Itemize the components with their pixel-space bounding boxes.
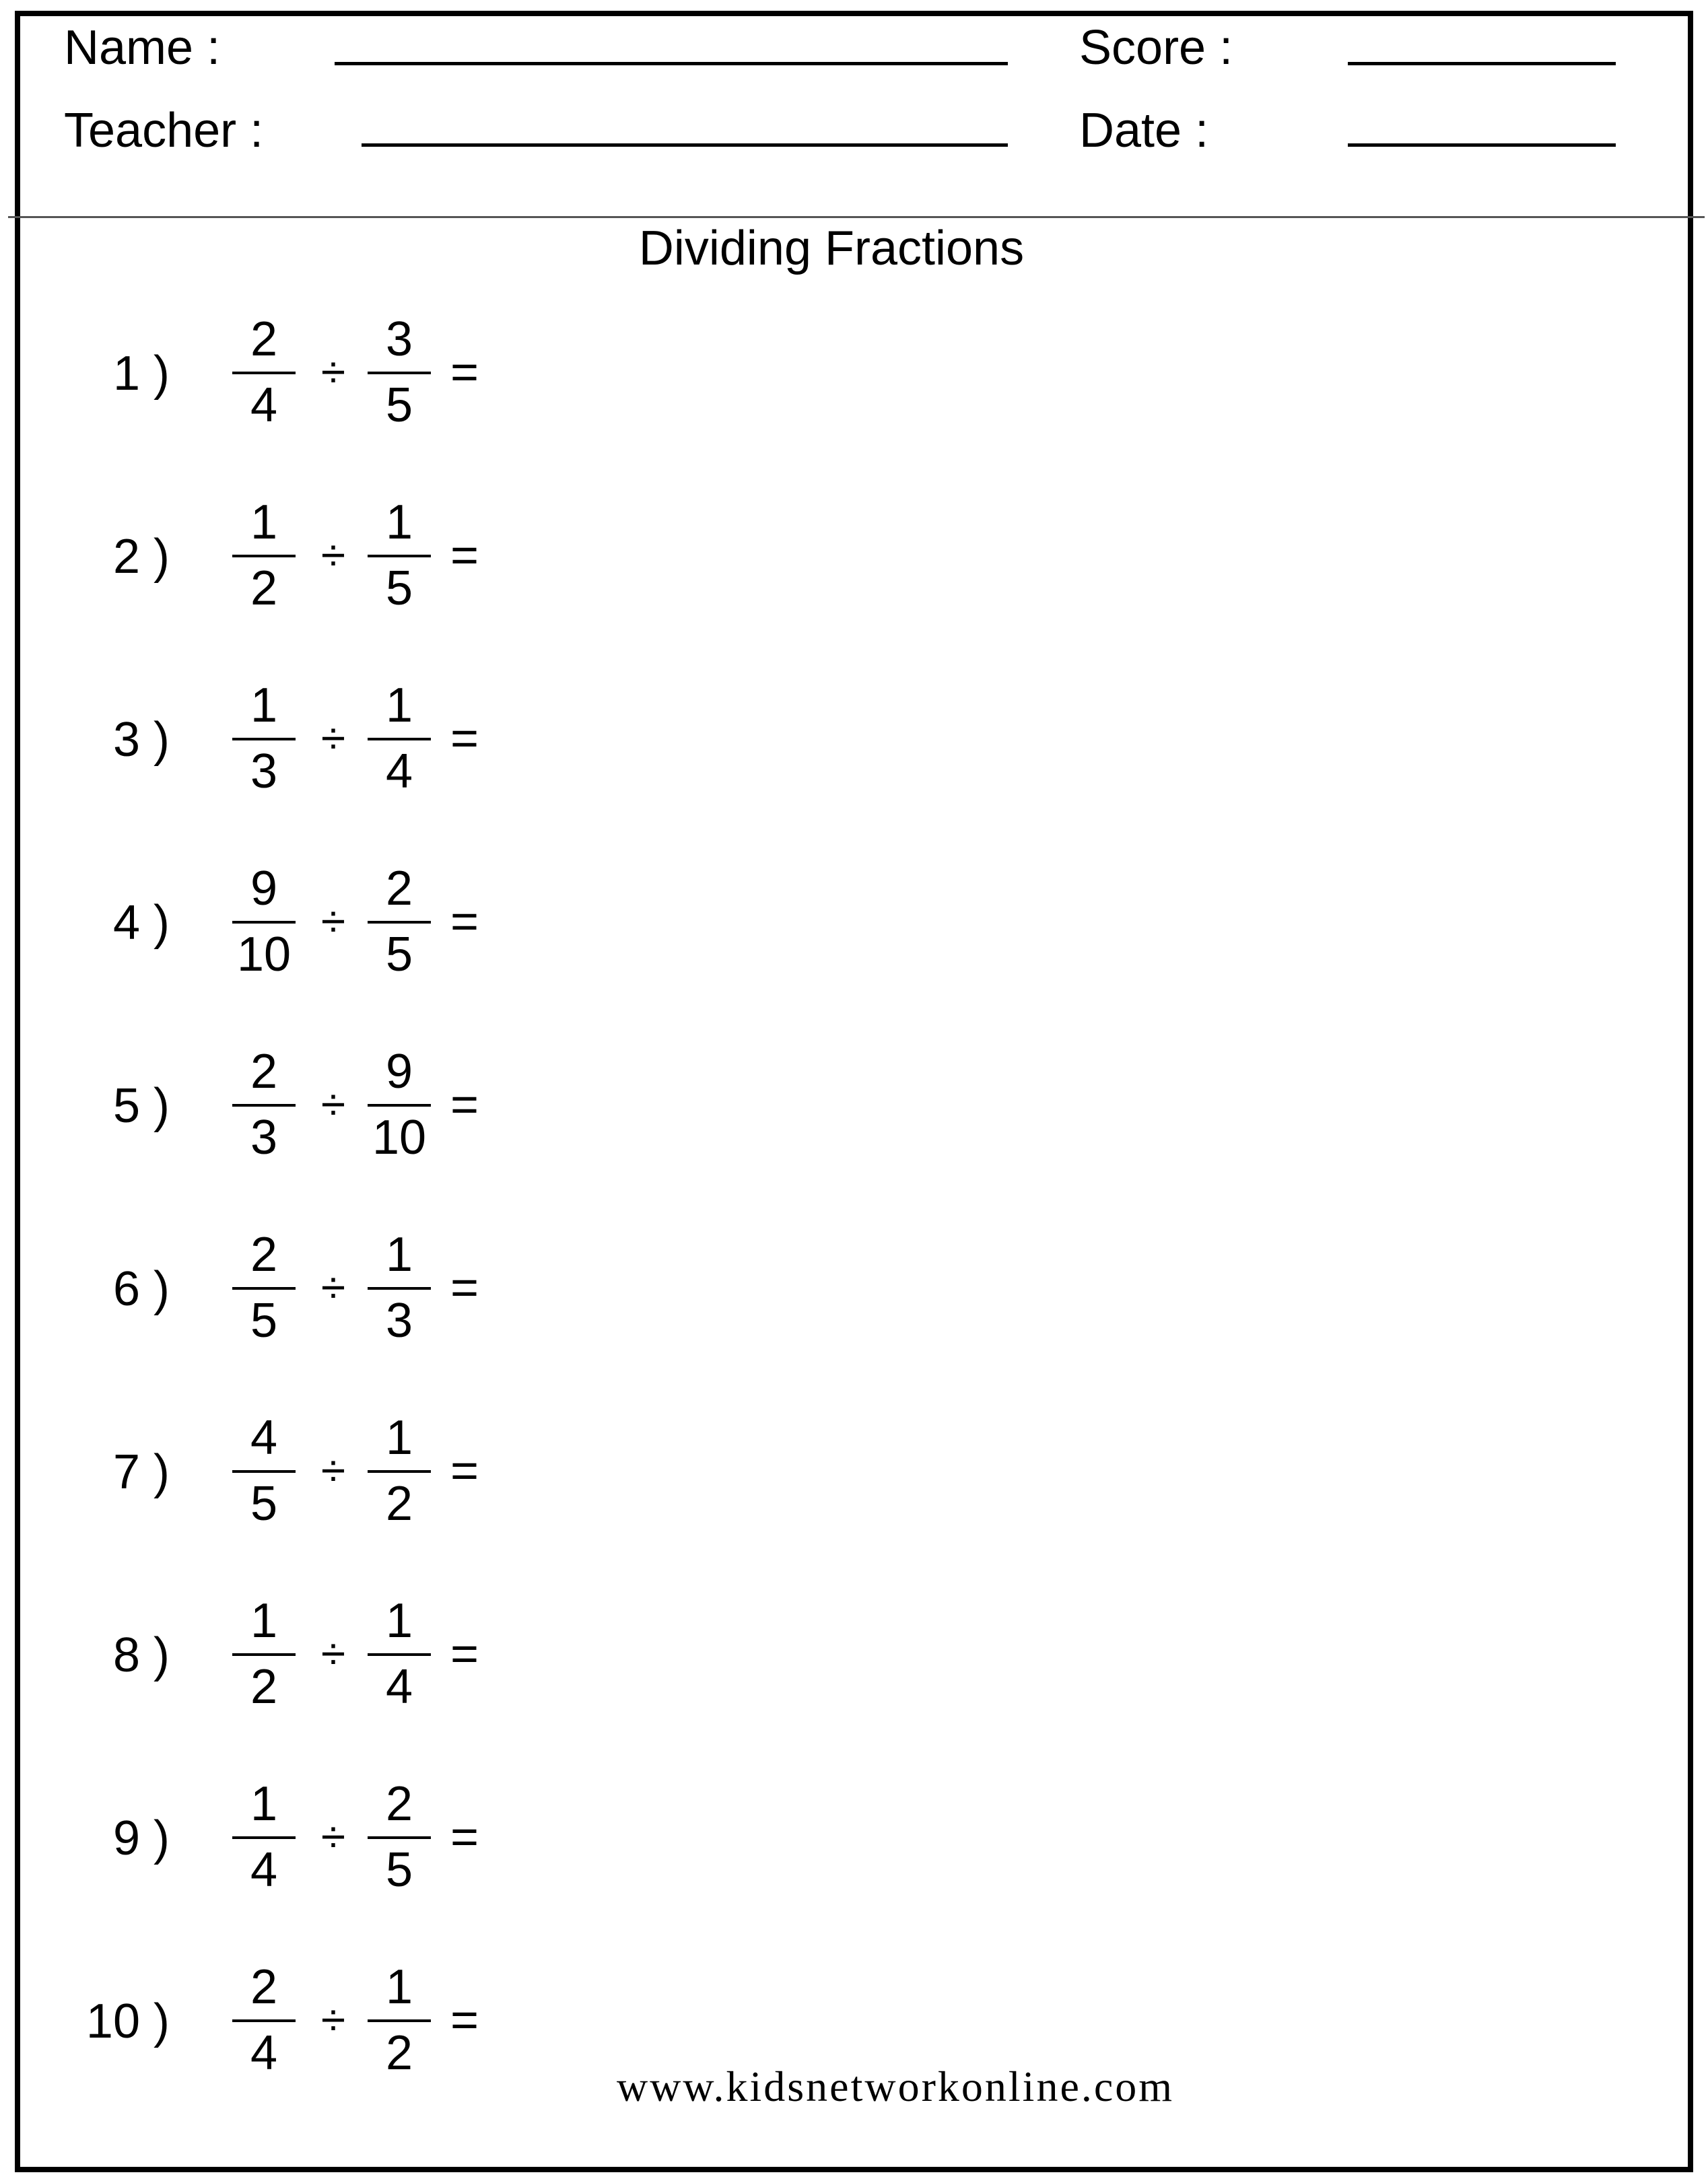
denominator: 4 [250,1843,278,1897]
divide-sign: ÷ [320,1811,346,1861]
fraction-bar [368,2019,431,2022]
fraction-bar [232,921,296,924]
divisor-fraction [368,308,431,436]
numerator: 1 [250,1594,278,1648]
page-title: Dividing Fractions [638,221,1025,275]
equals-sign: = [450,1444,479,1498]
equals-sign: = [450,1627,479,1681]
fraction-bar [232,1836,296,1839]
divide-sign: ÷ [320,1995,346,2044]
problem-number: 9 ) [112,1811,170,1865]
equals-sign: = [450,1810,479,1864]
divisor-fraction [368,1224,431,1352]
numerator: 1 [250,1777,278,1831]
denominator: 3 [250,1111,278,1165]
fraction-bar [368,555,431,557]
denominator: 4 [250,2026,278,2080]
numerator: 1 [385,1228,413,1282]
divide-sign: ÷ [320,1079,346,1129]
dividend-fraction [232,1224,296,1352]
divisor-fraction [368,1590,431,1718]
fraction-bar [368,1287,431,1290]
denominator: 4 [385,744,413,798]
divide-sign: ÷ [320,530,346,580]
dividend-fraction [232,1407,296,1535]
problem-number: 6 ) [112,1262,170,1316]
numerator: 1 [385,1960,413,2014]
teacher-field[interactable] [362,143,1008,147]
denominator: 4 [250,378,278,432]
fraction-bar [232,1653,296,1656]
problem-row [0,491,539,619]
problem-number: 7 ) [112,1445,170,1499]
denominator: 3 [250,744,278,798]
numerator: 1 [385,1411,413,1465]
problem-number: 4 ) [112,896,170,950]
fraction-bar [232,1287,296,1290]
denominator: 5 [385,561,413,615]
numerator: 9 [250,862,278,915]
fraction-bar [232,372,296,374]
problem-row [0,1773,539,1901]
denominator: 2 [250,1660,278,1714]
fraction-bar [232,1470,296,1473]
denominator: 5 [385,1843,413,1897]
numerator: 1 [250,495,278,549]
equals-sign: = [450,1993,479,2047]
equals-sign: = [450,528,479,582]
teacher-label: Teacher : [64,104,264,158]
problem-number: 8 ) [112,1628,170,1682]
fraction-bar [368,1104,431,1107]
fraction-bar [368,1470,431,1473]
footer-url: www.kidsnetworkonline.com [616,2063,1175,2110]
denominator: 5 [250,1477,278,1531]
dividend-fraction [232,491,296,619]
divisor-fraction [368,1407,431,1535]
divide-sign: ÷ [320,1445,346,1495]
fraction-bar [368,372,431,374]
numerator: 9 [385,1045,413,1099]
divide-sign: ÷ [320,713,346,763]
fraction-bar [368,1836,431,1839]
numerator: 3 [385,312,413,366]
denominator: 2 [385,2026,413,2080]
numerator: 1 [250,679,278,732]
fraction-bar [232,738,296,740]
numerator: 2 [250,1960,278,2014]
dividend-fraction [232,1773,296,1901]
denominator: 5 [385,928,413,981]
fraction-bar [368,738,431,740]
problem-number: 3 ) [112,713,170,767]
equals-sign: = [450,1261,479,1315]
date-label: Date : [1079,104,1209,158]
divisor-fraction [368,1773,431,1901]
numerator: 2 [250,1228,278,1282]
denominator: 5 [250,1294,278,1348]
problem-row [0,858,539,985]
numerator: 1 [385,679,413,732]
numerator: 2 [385,1777,413,1831]
dividend-fraction [232,858,296,985]
equals-sign: = [450,895,479,948]
problem-row [0,674,539,802]
denominator: 5 [385,378,413,432]
date-field[interactable] [1348,143,1616,147]
problem-row [0,1590,539,1718]
numerator: 2 [385,862,413,915]
problem-row [0,1407,539,1535]
denominator: 3 [385,1294,413,1348]
problem-number: 1 ) [112,347,170,401]
equals-sign: = [450,712,479,765]
fraction-bar [368,1653,431,1656]
problem-row [0,1224,539,1352]
numerator: 1 [385,495,413,549]
numerator: 1 [385,1594,413,1648]
fraction-bar [232,2019,296,2022]
divide-sign: ÷ [320,347,346,396]
score-label: Score : [1079,21,1233,75]
equals-sign: = [450,345,479,399]
denominator: 10 [236,928,292,981]
dividend-fraction [232,308,296,436]
score-field[interactable] [1348,62,1616,65]
divide-sign: ÷ [320,896,346,946]
fraction-bar [232,555,296,557]
dividend-fraction [232,1041,296,1169]
name-field[interactable] [335,62,1008,65]
header-divider [8,216,1705,218]
divisor-fraction [368,491,431,619]
divisor-fraction [368,858,431,985]
problem-number: 10 ) [86,1995,170,2048]
denominator: 2 [250,561,278,615]
problem-row [0,1041,539,1169]
denominator: 4 [385,1660,413,1714]
divisor-fraction [368,1041,431,1169]
numerator: 2 [250,1045,278,1099]
divisor-fraction [368,674,431,802]
equals-sign: = [450,1078,479,1132]
numerator: 2 [250,312,278,366]
denominator: 2 [385,1477,413,1531]
dividend-fraction [232,674,296,802]
divide-sign: ÷ [320,1262,346,1312]
fraction-bar [232,1104,296,1107]
denominator: 10 [372,1111,427,1165]
divide-sign: ÷ [320,1628,346,1678]
dividend-fraction [232,1590,296,1718]
problem-number: 5 ) [112,1079,170,1133]
fraction-bar [368,921,431,924]
problem-row [0,308,539,436]
problem-number: 2 ) [112,530,170,584]
name-label: Name : [64,21,221,75]
numerator: 4 [250,1411,278,1465]
